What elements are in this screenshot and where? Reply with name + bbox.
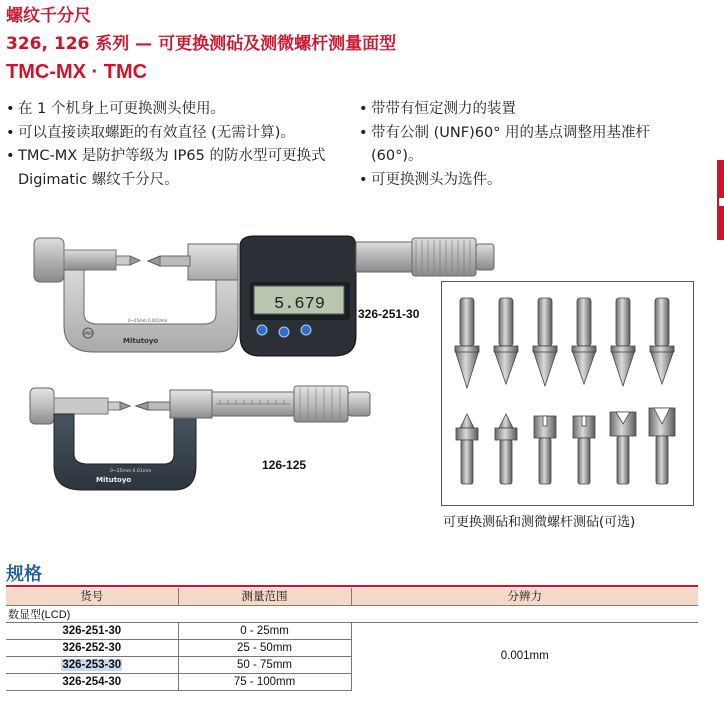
resolution-cell: 0.001mm: [351, 622, 698, 690]
anvil-caption: 可更换测砧和测微螺杆测砧(可选): [443, 515, 636, 530]
feature-list-right: [359, 98, 699, 192]
digital-micrometer-image: [28, 226, 498, 366]
table-header-row: [6, 588, 698, 605]
highlighted-code: 326-253-30: [62, 658, 122, 671]
brand-logo: Mitutoyo: [123, 337, 159, 345]
range-cell: 25 - 50mm: [178, 639, 351, 656]
category-row: [6, 605, 698, 622]
spec-table: [6, 588, 698, 691]
model-label-mechanical: 126-125: [262, 458, 307, 472]
lcd-readout: 5.679: [274, 295, 326, 314]
range-cell: 0 - 25mm: [178, 622, 351, 639]
feature-item: • 带带有恒定测力的装置: [359, 98, 699, 122]
feature-item: • 在 1 个机身上可更换测头使用。: [6, 98, 354, 122]
code-cell: 326-251-30: [6, 622, 178, 639]
section-side-tab: [717, 160, 724, 240]
col-header-code: 货号: [6, 588, 178, 605]
series-title: 326, 126 系列 — 可更换测砧及测微螺杆测量面型: [6, 34, 397, 54]
mechanical-micrometer-image: [24, 378, 380, 498]
spec-section-title: 规格: [6, 564, 42, 585]
range-cell: 75 - 100mm: [178, 673, 351, 690]
col-header-range: 测量范围: [178, 588, 351, 605]
model-label-digital: 326-251-30: [358, 307, 420, 321]
brand-logo: Mitutoyo: [96, 476, 132, 484]
range-cell: 50 - 75mm: [178, 656, 351, 673]
feature-item: • 可以直接读取螺距的有效直径 (无需计算)。: [6, 122, 354, 146]
models-line: TMC-MX · TMC: [6, 61, 148, 83]
page-title: 螺纹千分尺: [6, 6, 91, 26]
frame-text: 0~25mm 0.01mm: [110, 469, 152, 474]
feature-item: • 带有公制 (UNF)60° 用的基点调整用基准杆 (60°)。: [359, 122, 699, 169]
section-divider: [6, 585, 698, 587]
anvil-set-image: [441, 281, 694, 506]
feature-item: • TMC-MX 是防护等级为 IP65 的防水型可更换式 Digimatic 螺纹千分尺。: [6, 145, 354, 192]
category-label: 数显型(LCD): [8, 608, 71, 621]
anvil-tips-drawing: [442, 282, 693, 505]
table-row: [6, 622, 698, 639]
feature-item: • 可更换测头为选件。: [359, 169, 699, 193]
code-cell: 326-254-30: [6, 673, 178, 690]
frame-text: 0~25mm 0.001mm: [128, 318, 168, 323]
ip-mark: IP65: [84, 332, 94, 337]
feature-list-left: [6, 98, 354, 192]
code-cell-selected: [6, 656, 178, 673]
col-header-resolution: 分辨力: [351, 588, 698, 605]
code-cell: 326-252-30: [6, 639, 178, 656]
